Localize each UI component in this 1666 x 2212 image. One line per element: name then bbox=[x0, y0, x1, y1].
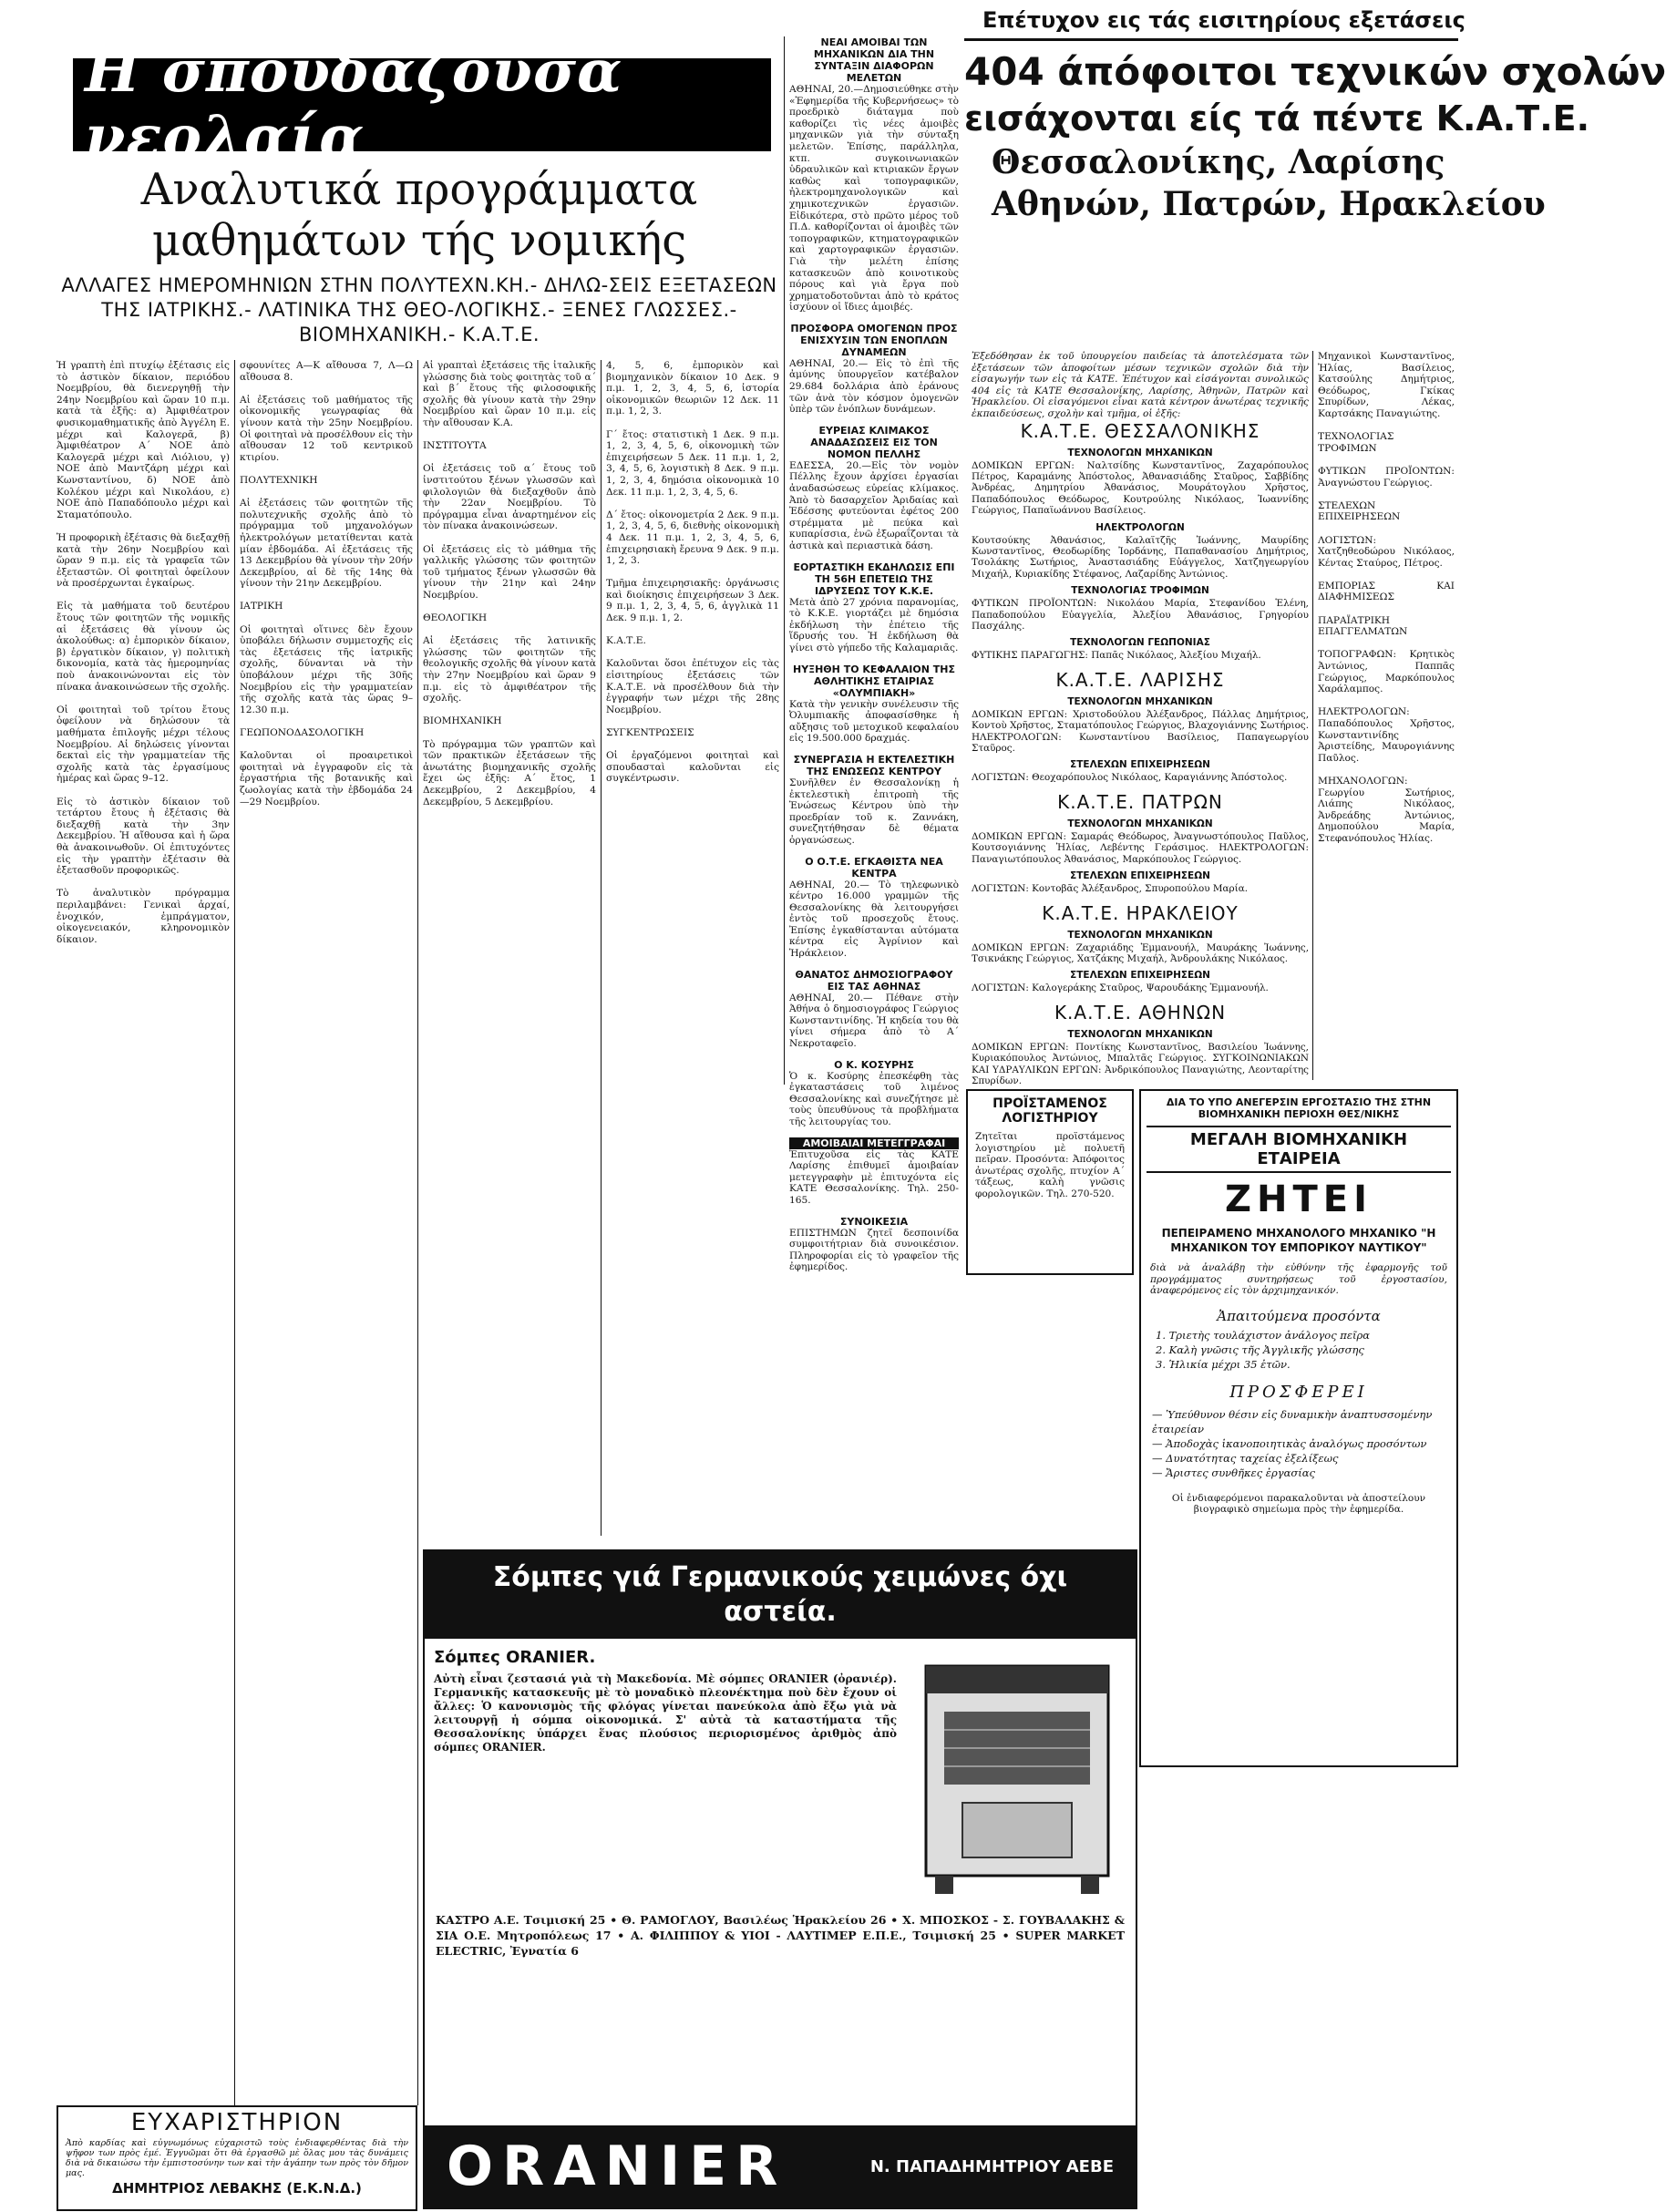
news-item-head: ΘΑΝΑΤΟΣ ΔΗΜΟΣΙΟΓΡΑΦΟΥ ΕΙΣ ΤΑΣ ΑΘΗΝΑΣ bbox=[795, 968, 953, 993]
heater-image bbox=[908, 1648, 1126, 1903]
news-item-text: ΑΘΗΝΑΙ, 20.—Δημοσιεύθηκε στὴν «Ἐφημερίδα τῆς Κυβερνήσεως» τὸ προεδρικὸ διάταγμα ποὺ καθορίζει τὶς νέες ἀμοιβὲς μηχανικῶν γιὰ τὴν σύνταξη μελετῶν. Ἐπίσης, παράλληλα, κτπ. συγκοινωνιακῶν ὑδραυλικῶν καὶ κτιριακῶν ἔργων καθὼς καὶ τοπογραφικῶν, ἠλεκτρομηχανολογικῶν καὶ χημικοτεχνικῶν ἐργασιῶν. Εἰδικότερα, στὸ πρῶτο μέρος τοῦ Π.Δ. καθορίζονται οἱ ἀμοιβὲς τῶν τοπογραφικῶν, κτηματογραφικῶν καὶ χαρτογραφικῶν ἐργασιῶν. Γιὰ τὴν μελέτη ἐπίσης κατασκευῶν ἀπὸ κοινοτικοὺς πόρους καὶ γιὰ ἔργα ποὺ χρηματοδοτοῦνται ἀπὸ τὸ κράτος ἰσχύουν οἱ ἴδιες ἀμοιβές. bbox=[789, 84, 962, 314]
kate-category: ΤΕΧΝΟΛΟΓΩΝ ΜΗΧΑΝΙΚΩΝ bbox=[1067, 1028, 1213, 1040]
oranier-ad-head: Σόμπες γιά Γερμανικούς χειμώνες όχι αστεία. bbox=[425, 1551, 1136, 1639]
kate-names: ΔΟΜΙΚΩΝ ΕΡΓΩΝ: Σαμαράς Θεόδωρος, Ἀναγνωστόπουλος Παῦλος, Κουτσογιάννης Ἠλίας, Λεβέντης Γεράσιμος. ΗΛΕΚΤΡΟΛΟΓΩΝ: Παναγιωτόπουλος Ἀθανάσιος, Μαρκόπουλος Γεώργιος. bbox=[972, 830, 1309, 865]
kate-category: ΤΕΧΝΟΛΟΓΩΝ ΓΕΩΠΟΝΙΑΣ bbox=[1070, 637, 1210, 649]
industry-ad-req: 2. Καλὴ γνῶσις τῆς Ἀγγλικῆς γλώσσης bbox=[1156, 1343, 1364, 1356]
kate-top-line: Επέτυχον εις τάς εισιτηρίους εξετάσεις bbox=[982, 7, 1465, 33]
news-item bbox=[789, 855, 962, 960]
kate-center-title: Κ.Α.Τ.Ε. ΠΑΤΡΩΝ bbox=[1057, 790, 1223, 813]
thanks-notice-head: ΕΥΧΑΡΙΣΤΗΡΙΟΝ bbox=[130, 2109, 344, 2136]
news-item bbox=[789, 1215, 962, 1273]
industry-job-ad bbox=[1139, 1089, 1458, 1767]
news-item bbox=[789, 36, 962, 314]
accounting-ad-head-1: ΠΡΟΪΣΤΑΜΕΝΟΣ bbox=[992, 1096, 1107, 1111]
kate-category: ΤΕΧΝΟΛΟΓΙΑΣ ΤΡΟΦΙΜΩΝ bbox=[1071, 585, 1209, 597]
news-item-head: Ο Ο.Τ.Ε. ΕΓΚΑΘΙΣΤΑ ΝΕΑ ΚΕΝΤΡΑ bbox=[805, 855, 943, 880]
kate-names: ΛΟΓΙΣΤΩΝ: Θεοχαρόπουλος Νικόλαος, Καραγιάννης Ἀπόστολος. bbox=[972, 772, 1288, 784]
section-banner-text: Η σπουδάζουσα νεολαία bbox=[76, 36, 768, 174]
news-item-text: ΕΔΕΣΣΑ, 20.—Εἰς τὸν νομὸν Πέλλης ἔχουν ἀρχίσει ἐργασίαι ἀναδασώσεως εὐρείας κλίμακος. Ἀπὸ τὸ δασαρχεῖον Ἀριδαίας καὶ Ἐδέσσης φυτεύονται ἐφέτος 200 στρέμματα μὲ πεύκα καὶ κυπαρίσσια, ἐνῶ ἐξωραΐζονται τὰ ἀστικὰ καὶ περιαστικὰ δάση. bbox=[789, 459, 962, 551]
kate-headline-3: Θεσσαλονίκης, Λαρίσης bbox=[992, 143, 1445, 181]
industry-ad-footer: Οἱ ἐνδιαφερόμενοι παρακαλοῦνται νὰ ἀποστείλουν βιογραφικὸ σημείωμα πρὸς τὴν ἐφημερίδα. bbox=[1171, 1492, 1429, 1516]
kate-category: ΤΕΧΝΟΛΟΓΩΝ ΜΗΧΑΝΙΚΩΝ bbox=[1067, 695, 1213, 707]
kate-names: ΛΟΓΙΣΤΩΝ: Κοντοβᾶς Ἀλέξανδρος, Σπυροπούλου Μαρία. bbox=[972, 883, 1249, 895]
main-article-title bbox=[55, 164, 784, 266]
news-item bbox=[789, 424, 962, 552]
industry-ad-req: 3. Ἡλικία μέχρι 35 ἐτῶν. bbox=[1156, 1357, 1291, 1371]
accounting-manager-ad bbox=[966, 1089, 1134, 1275]
kate-category: ΣΤΕΛΕΧΩΝ ΕΠΙΧΕΙΡΗΣΕΩΝ bbox=[1070, 870, 1210, 882]
accounting-ad-head-2: ΛΟΓΙΣΤΗΡΙΟΥ bbox=[1002, 1111, 1098, 1126]
news-item-text: Συνῆλθεν ἐν Θεσσαλονίκῃ ἡ ἐκτελεστικὴ ἐπιτροπὴ τῆς Ἑνώσεως Κέντρου ὑπὸ τὴν προεδρίαν τοῦ κ. Ζαννάκη, συνεζητήθησαν δὲ θέματα ὀργανώσεως. bbox=[789, 777, 962, 846]
news-item-head: ΗΥΞΗΘΗ ΤΟ ΚΕΦΑΛΑΙΟΝ ΤΗΣ ΑΘΛΗΤΙΚΗΣ ΕΤΑΙΡΙΑΣ «ΟΛΥΜΠΙΑΚΗ» bbox=[792, 663, 956, 699]
oranier-logo: ORANIER bbox=[447, 2135, 787, 2198]
thanks-notice bbox=[57, 2105, 417, 2211]
news-item bbox=[789, 968, 962, 1050]
news-item-head: ΕΥΡΕΙΑΣ ΚΛΙΜΑΚΟΣ ΑΝΑΔΑΣΩΣΕΙΣ ΕΙΣ ΤΟΝ ΝΟΜΟΝ ΠΕΛΛΗΣ bbox=[810, 424, 938, 460]
kate-names: ΛΟΓΙΣΤΩΝ: Καλογεράκης Σταῦρος, Ψαρουδάκης Ἐμμανουήλ. bbox=[972, 983, 1269, 994]
kate-category: ΤΕΧΝΟΛΟΓΩΝ ΜΗΧΑΝΙΚΩΝ bbox=[1067, 929, 1213, 941]
industry-ad-offer: — Δυνατότητας ταχείας ἐξελίξεως bbox=[1152, 1451, 1339, 1465]
industry-ad-role: ΠΕΠΕΙΡΑΜΕΝΟ ΜΗΧΑΝΟΛΟΓΟ ΜΗΧΑΝΙΚΟ "Η ΜΗΧΑΝΙΚΟΝ ΤΟΥ ΕΜΠΟΡΙΚΟΥ ΝΑΥΤΙΚΟΥ" bbox=[1161, 1227, 1436, 1254]
industry-ad-offer: — Ὑπεύθυνον θέσιν εἰς δυναμικὴν ἀναπτυσσομένην ἐταιρείαν bbox=[1152, 1407, 1433, 1435]
kate-category: ΣΤΕΛΕΧΩΝ ΕΠΙΧΕΙΡΗΣΕΩΝ bbox=[1070, 970, 1210, 982]
oranier-heater-ad bbox=[423, 1549, 1137, 2209]
accounting-ad-text: Ζητεῖται προϊστάμενος λογιστηρίου μὲ πολυετῆ πεῖραν. Προσόντα: Ἀπόφοιτος ἀνωτέρας σχολῆς, πτυχίον Α΄ τάξεως, καλὴ γνῶσις φορολογικῶν. Τηλ. 270-520. bbox=[975, 1131, 1128, 1199]
industry-ad-offer: — Ἄριστες συνθῆκες ἐργασίας bbox=[1152, 1466, 1315, 1479]
kate-names: ΔΟΜΙΚΩΝ ΕΡΓΩΝ: Χριστοδούλου Ἀλέξανδρος, Πάλλας Δημήτριος, Κοντοὺ Χρῆστος, Σταματόπουλος Γεώργιος, Βλαχογιάννης Σωτήριος. ΗΛΕΚΤΡΟΛΟΓΩΝ: Κωνσταντίνου Βασίλειος, Παπαγεωργίου Σταῦρος. bbox=[972, 708, 1309, 755]
oranier-ad-brand-line: Σόμπες ORANIER. bbox=[434, 1648, 596, 1667]
industry-ad-desc: διὰ νὰ ἀναλάβῃ τὴν εὐθύνην τῆς ἐφαρμογῆς τοῦ προγράμματος συντηρήσεως τοῦ ἐργοστασίου, ἀναφερόμενος εἰς τὸν ἀρχιμηχανικόν. bbox=[1150, 1262, 1451, 1297]
news-item bbox=[789, 1137, 962, 1207]
news-item bbox=[789, 1058, 962, 1128]
kate-headline-2: εισάχονται είς τά πέντε Κ.Α.Τ.Ε. bbox=[964, 98, 1590, 139]
kate-headline-4: Αθηνών, Πατρών, Ηρακλείου bbox=[992, 185, 1546, 223]
news-item bbox=[789, 663, 962, 745]
thanks-notice-signature: ΔΗΜΗΤΡΙΟΣ ΛΕΒΑΚΗΣ (Ε.Κ.Ν.Δ.) bbox=[112, 2180, 362, 2197]
news-item-head: ΣΥΝΟΙΚΕΣΙΑ bbox=[839, 1215, 909, 1228]
main-article-title-line2: μαθημάτων τής νομικής bbox=[151, 215, 687, 266]
news-item-head: ΕΟΡΤΑΣΤΙΚΗ ΕΚΔΗΛΩΣΙΣ ΕΠΙ ΤΗ 56Η ΕΠΕΤΕΙΩ ΤΗΣ ΙΔΡΥΣΕΩΣ ΤΟΥ Κ.Κ.Ε. bbox=[793, 561, 955, 597]
kate-center-title: Κ.Α.Τ.Ε. ΘΕΣΣΑΛΟΝΙΚΗΣ bbox=[1020, 419, 1260, 442]
news-item-text: Κατὰ τὴν γενικὴν συνέλευσιν τῆς Ὀλυμπιακῆς ἀποφασίσθηκε ἡ αὔξησις τοῦ μετοχικοῦ κεφαλαίου εἰς 19.500.000 δραχμάς. bbox=[789, 698, 962, 745]
main-article-title-line1: Αναλυτικά προγράμματα bbox=[140, 164, 698, 215]
kate-article-header bbox=[964, 7, 1666, 354]
news-item-text: ΑΘΗΝΑΙ, 20.— Εἰς τὸ ἐπὶ τῆς ἀμύνης ὑπουργεῖον κατέβαλον 29.684 δολλάρια ἀπὸ ἐράνους τῶν ἀνὰ τὸν κόσμον ὁμογενῶν ὑπὲρ τῶν ἐνόπλων δυνάμεων. bbox=[789, 357, 962, 416]
kate-names: ΔΟΜΙΚΩΝ ΕΡΓΩΝ: Ζαχαριάδης Ἐμμανουήλ, Μαυράκης Ἰωάννης, Τσικνάκης Γεώργιος, Χατζάκης Μιχαήλ, Ἀνδρουλάκης Νικόλαος. bbox=[972, 941, 1309, 964]
kate-category: ΤΕΧΝΟΛΟΓΩΝ ΜΗΧΑΝΙΚΩΝ bbox=[1067, 447, 1213, 458]
news-item-head: ΑΜΟΙΒΑΙΑΙ ΜΕΤΕΓΓΡΑΦΑΙ bbox=[789, 1137, 959, 1149]
main-article-subtitle: ΑΛΛΑΓΕΣ ΗΜΕΡΟΜΗΝΙΩΝ ΣΤΗΝ ΠΟΛΥΤΕΧΝ.ΚΗ.- ΔΗΛΩ-ΣΕΙΣ ΕΞΕΤΑΣΕΩΝ ΤΗΣ ΙΑΤΡΙΚΗΣ.- ΛΑΤΙΝΙΚΑ ΤΗΣ ΘΕΟ-ΛΟΓΙΚΗΣ.- ΞΕΝΕΣ ΓΛΩΣΣΕΣ.- ΒΙΟΜΗΧΑΝΙΚΗ.- Κ.Α.Τ.Ε. bbox=[61, 274, 777, 345]
news-item bbox=[789, 561, 962, 654]
industry-ad-top: ΔΙΑ ΤΟ ΥΠΟ ΑΝΕΓΕΡΣΙΝ ΕΡΓΟΣΤΑΣΙΟ ΤΗΣ ΣΤΗΝ ΒΙΟΜΗΧΑΝΙΚΗ ΠΕΡΙΟΧΗ ΘΕΣ/ΝΙΚΗΣ bbox=[1166, 1096, 1432, 1120]
industry-ad-req-head: Ἀπαιτούμενα προσόντα bbox=[1217, 1307, 1381, 1324]
industry-ad-req: 1. Τριετὴς τουλάχιστον ἀνάλογος πεῖρα bbox=[1156, 1328, 1371, 1342]
kate-center-title: Κ.Α.Τ.Ε. ΗΡΑΚΛΕΙΟΥ bbox=[1042, 901, 1239, 924]
news-item bbox=[789, 753, 962, 847]
thanks-notice-text: Ἀπὸ καρδίας καὶ εὐγνωμόνως εὐχαριστῶ τοὺς ἐνδιαφερθέντας διὰ τὴν ψῆφον των πρὸς ἐμέ. Ἐγγυῶμαι ὅτι θὰ ἐργασθῶ μὲ ὅλας μου τὰς δυνάμεις διὰ νὰ δικαιώσω τὴν ἐμπιστοσύνην των καὶ τὴν ἀγάπην των πρὸς τὸν δῆμον μας. bbox=[66, 2138, 412, 2178]
kate-names: ΦΥΤΙΚΩΝ ΠΡΟΪΟΝΤΩΝ: Νικολάου Μαρία, Στεφανίδου Ἑλένη, Παπαδοπούλου Εὐαγγελία, Ἀλεξίου Ἀθανάσιος, Γρηγορίου Πασχάλης. bbox=[972, 598, 1309, 633]
kate-headline-1: 404 άπόφοιτοι τεχνικών σχολών bbox=[964, 49, 1666, 94]
main-article-col-4: 4, 5, 6, ἐμπορικὸν καὶ βιομηχανικὸν δίκαιον 10 Δεκ. 9 π.μ. 1, 2, 3, 4, 5, 6, ἱστορία οἰκονομικῶν θεωριῶν 12 Δεκ. 11 π.μ. 1, 2, 3. Γ΄ ἔτος: στατιστικὴ 1 Δεκ. 9 π.μ. 1, 2, 3, 4, 5, 6, οἰκονομικὴ τῶν ἐπιχειρήσεων 5 Δεκ. 11 π.μ. 1, 2, 3, 4, 5, 6, λογιστικὴ 8 Δεκ. 9 π.μ. 1, 2, 3, 4, δημόσια οἰκονομικὰ 10 Δεκ. 11 π.μ. 1, 2, 3, 4, 5, 6. Δ΄ ἔτος: οἰκονομετρία 2 Δεκ. 9 π.μ. 1, 2, 3, 4, 5, 6, διεθνὴς οἰκονομικὴ 4 Δεκ. 11 π.μ. 1, 2, 3, 4, 5, 6, ἐπιχειρησιακὴ ἔρευνα 9 Δεκ. 9 π.μ. 1, 2, 3. Τμῆμα ἐπιχειρησιακῆς: ὀργάνωσις καὶ διοίκησις ἐπιχειρήσεων 3 Δεκ. 9 π.μ. 1, 2, 3, 4, 5, 6, ἀγγλικὰ 11 Δεκ. 9 π.μ. 1, 2. Κ.Α.Τ.Ε. Καλοῦνται ὅσοι ἐπέτυχον εἰς τὰς εἰσιτηρίους ἐξετάσεις τῶν Κ.Α.Τ.Ε. νὰ προσέλθουν διὰ τὴν ἐγγραφήν των μέχρι τῆς 28ης Νοεμβρίου. ΣΥΓΚΕΝΤΡΩΣΕΙΣ Οἱ ἐργαζόμενοι φοιτηταὶ καὶ σπουδασταὶ καλοῦνται εἰς συγκέντρωσιν. bbox=[606, 360, 779, 785]
kate-center-title: Κ.Α.Τ.Ε. ΛΑΡΙΣΗΣ bbox=[1055, 668, 1225, 691]
news-item-text: Μετὰ ἀπὸ 27 χρόνια παρανομίας, τὸ Κ.Κ.Ε. γιορτάζει μὲ δημόσια ἐκδήλωση τὴν ἐπέτειο τῆς ἵδρυσής του. Ἡ ἐκδήλωση θὰ γίνει στὸ γήπεδο τῆς Καλαμαριᾶς. bbox=[789, 596, 962, 653]
news-item-text: ΕΠΙΣΤΗΜΩΝ ζητεῖ δεσποινίδα συμφοιτήτριαν διὰ συνοικέσιον. Πληροφορίαι εἰς τὸ γραφεῖον τῆς ἐφημερίδος. bbox=[789, 1227, 962, 1273]
news-item-head: ΣΥΝΕΡΓΑΣΙΑ Η ΕΚΤΕΛΕΣΤΙΚΗ ΤΗΣ ΕΝΩΣΕΩΣ ΚΕΝΤΡΟΥ bbox=[793, 753, 955, 777]
oranier-representative: Ν. ΠΑΠΑΔΗΜΗΤΡΙΟΥ ΑΕΒΕ bbox=[869, 2156, 1114, 2176]
news-item-text: Ἐπιτυχοῦσα εἰς τὰς ΚΑΤΕ Λαρίσης ἐπιθυμεῖ ἀμοιβαίαν μετεγγραφὴν μὲ ἐπιτυχόντα εἰς ΚΑΤΕ Θεσσαλονίκης. Τηλ. 250-165. bbox=[789, 1148, 962, 1206]
news-item bbox=[789, 322, 962, 416]
news-item-text: Ὁ κ. Κοσύρης ἐπεσκέφθη τὰς ἐγκαταστάσεις τοῦ λιμένος Θεσσαλονίκης καὶ συνεζήτησε μὲ τοὺς ὑπευθύνους τὰ προβλήματα τῆς λειτουργίας του. bbox=[789, 1070, 962, 1127]
news-item-head: ΝΕΑΙ ΑΜΟΙΒΑΙ ΤΩΝ ΜΗΧΑΝΙΚΩΝ ΔΙΑ ΤΗΝ ΣΥΝΤΑΞΙΝ ΔΙΑΦΟΡΩΝ ΜΕΛΕΤΩΝ bbox=[813, 36, 935, 84]
main-article-col-3: Αἱ γραπταὶ ἐξετάσεις τῆς ἰταλικῆς γλώσσης διὰ τοὺς φοιτητὰς τοῦ α΄ καὶ β΄ ἔτους τῆς φιλοσοφικῆς σχολῆς θὰ γίνουν κατὰ τὴν 29ην Νοεμβρίου καὶ ὥραν 10 π.μ. εἰς τὴν αἴθουσαν Κ.Α. ΙΝΣΤΙΤΟΥΤΑ Οἱ ἐξετάσεις τοῦ α΄ ἔτους τοῦ ἰνστιτούτου ξένων γλωσσῶν καὶ φιλολογιῶν θὰ διεξαχθοῦν ἀπὸ τὴν 22αν Νοεμβρίου. Τὸ πρόγραμμα εἶναι ἀναρτημένον εἰς τὸν πίνακα ἀνακοινώσεων. Οἱ ἐξετάσεις εἰς τὸ μάθημα τῆς γαλλικῆς γλώσσης τῶν φοιτητῶν τοῦ τμήματος ξένων γλωσσῶν θὰ γίνουν τὴν 21ην καὶ 24ην Νοεμβρίου. ΘΕΟΛΟΓΙΚΗ Αἱ ἐξετάσεις τῆς λατινικῆς γλώσσης τῶν φοιτητῶν τῆς θεολογικῆς σχολῆς θὰ γίνουν κατὰ τὴν 27ην Νοεμβρίου καὶ ὥραν 9 π.μ. εἰς τὸ ἀμφιθέατρον τῆς σχολῆς. ΒΙΟΜΗΧΑΝΙΚΗ Τὸ πρόγραμμα τῶν γραπτῶν καὶ τῶν πρακτικῶν ἐξετάσεων τῆς ἀνωτάτης βιομηχανικῆς σχολῆς ἔχει ὡς ἑξῆς: Α΄ ἔτος, 1 Δεκεμβρίου, 2 Δεκεμβρίου, 4 Δεκεμβρίου, 5 Δεκεμβρίου. bbox=[423, 360, 596, 808]
kate-results bbox=[972, 351, 1312, 1086]
news-column bbox=[789, 36, 962, 1273]
kate-names: ΦΥΤΙΚΗΣ ΠΑΡΑΓΩΓΗΣ: Παπᾶς Νικόλαος, Ἀλεξίου Μιχαήλ. bbox=[972, 650, 1261, 662]
kate-names: ΔΟΜΙΚΩΝ ΕΡΓΩΝ: Ναλτσίδης Κωνσταντῖνος, Ζαχαρόπουλος Πέτρος, Καραμάνης Ἀπόστολος, Ἀθανασιάδης Σταῦρος, Σαββίδης Ἀνδρέας, Δημητρίου Ἀθανάσιος, Μουράτογλου Χρῆστος, Παπαδόπουλος Θεόδωρος, Κουτρούλης Νικόλαος, Ἰωαννίδης Γεώργιος, Παπαϊωάννου Βασίλειος. bbox=[972, 459, 1309, 517]
news-item-head: Ο Κ. ΚΟΣΥΡΗΣ bbox=[834, 1058, 914, 1071]
kate-intro: Ἐξεδόθησαν ἐκ τοῦ ὑπουργείου παιδείας τὰ ἀποτελέσματα τῶν ἐξετάσεων τῶν ἀποφοίτων μέσων τεχνικῶν σχολῶν διὰ τὴν εἰσαγωγήν των εἰς τὰ ΚΑΤΕ. Ἐπέτυχον καὶ εἰσάγονται συνολικῶς 404 εἰς τὰ ΚΑΤΕ Θεσσαλονίκης, Λαρίσης, Ἀθηνῶν, Πατρῶν καὶ Ἡρακλείου. Οἱ εἰσαγόμενοι εἶναι κατὰ κέντρον ἀνωτέρας τεχνικῆς ἐκπαιδεύσεως, σχολὴν καὶ τμῆμα, οἱ ἑξῆς: bbox=[972, 351, 1312, 419]
industry-ad-offer-head: ΠΡΟΣΦΕΡΕΙ bbox=[1229, 1382, 1368, 1402]
section-banner bbox=[73, 37, 771, 171]
oranier-ad-stores: ΚΑΣΤΡΟ Α.Ε. Τσιμισκή 25 • Θ. ΡΑΜΟΓΛΟΥ, Βασιλέως Ἡρακλείου 26 • Χ. ΜΠΟΣΚΟΣ - Σ. ΓΟΥΒΑΛΑΚΗΣ & ΣΙΑ Ο.Ε. Μητροπόλεως 17 • Α. ΦΙΛΙΠΠΟΥ & ΥΙΟΙ - ΛΑΥΤΙΜΕΡ Ε.Π.Ε., Τσιμισκή 25 • SUPER MARKET ELECTRIC, Ἐγνατία 6 bbox=[436, 1913, 1129, 1958]
news-item-text: ΑΘΗΝΑΙ, 20.— Πέθανε στὴν Ἀθήνα ὁ δημοσιογράφος Γεώργιος Κωνσταντινίδης. Ἡ κηδεία του θὰ γίνει σήμερα ἀπὸ τὸ Α΄ Νεκροταφεῖο. bbox=[789, 992, 962, 1050]
news-item-head: ΠΡΟΣΦΟΡΑ ΟΜΟΓΕΝΩΝ ΠΡΟΣ ΕΝΙΣΧΥΣΙΝ ΤΩΝ ΕΝΟΠΛΩΝ ΔΥΝΑΜΕΩΝ bbox=[790, 322, 958, 358]
main-article-col-1: Ἡ γραπτὴ ἐπὶ πτυχίῳ ἐξέτασις εἰς τὸ ἀστικὸν δίκαιον, περιόδου Νοεμβρίου, θὰ διενεργηθῇ τὴν 24ην Νοεμβρίου καὶ ὥραν 10 π.μ. κατὰ τὰ ἑξῆς: α) Ἀμφιθέατρον φυσικομαθηματικῆς ἀπὸ Ἀγγέλη Ε. μέχρι καὶ Καλογερᾶ, β) Ἀμφιθέατρον Α΄ ΝΟΕ ἀπὸ Καλογερᾶ μέχρι καὶ Λιόλιου, γ) ΝΟΕ ἀπὸ Μαντζάρη μέχρι καὶ Κωνσταντίνου, δ) ΝΟΕ ἀπὸ Κολέκου μέχρι καὶ Νικολάου, ε) ΝΟΕ ἀπὸ Παπαδόπουλο μέχρι καὶ Σταματόπουλο. Ἡ προφορικὴ ἐξέτασις θὰ διεξαχθῇ κατὰ τὴν 26ην Νοεμβρίου καὶ ὥραν 9 π.μ. εἰς τὰ γραφεῖα τῶν ἐξεταστῶν. Οἱ φοιτηταὶ ὀφείλουν νὰ προσέρχωνται ἐγκαίρως. Εἰς τὰ μαθήματα τοῦ δευτέρου ἔτους τῶν φοιτητῶν τῆς νομικῆς αἱ ἐξετάσεις θὰ γίνουν ὡς ἀκολούθως: α) ἐμπορικὸν δίκαιον, β) ἐργατικὸν δίκαιον, γ) πολιτικὴ δικονομία, κατὰ τὰς ἡμερομηνίας ποὺ ἀνακοινώνονται εἰς τὸν πίνακα ἀνακοινώσεων τῆς σχολῆς. Οἱ φοιτηταὶ τοῦ τρίτου ἔτους ὀφείλουν νὰ δηλώσουν τὰ μαθήματα ἐπιλογῆς μέχρι τέλους Νοεμβρίου. Αἱ δηλώσεις γίνονται δεκταὶ εἰς τὴν γραμματείαν τῆς σχολῆς κατὰ τὰς ἐργασίμους ἡμέρας καὶ ὥρας 9–12. Εἰς τὸ ἀστικὸν δίκαιον τοῦ τετάρτου ἔτους ἡ ἐξέτασις θὰ διεξαχθῇ κατὰ τὴν 3ην Δεκεμβρίου. Ἡ αἴθουσα καὶ ἡ ὥρα θὰ ἀνακοινωθοῦν. Οἱ ἐπιτυχόντες εἰς τὴν γραπτὴν ἐξέτασιν θὰ ἐξετασθοῦν προφορικῶς. Τὸ ἀναλυτικὸν πρόγραμμα περιλαμβάνει: Γενικαὶ ἀρχαί, ἐνοχικόν, ἐμπράγματον, οἰκογενειακόν, κληρονομικὸν δίκαιον. bbox=[57, 360, 230, 945]
kate-category: ΤΕΧΝΟΛΟΓΩΝ ΜΗΧΑΝΙΚΩΝ bbox=[1067, 818, 1213, 829]
industry-ad-seek: ΖΗΤΕΙ bbox=[1225, 1178, 1373, 1220]
kate-center-title: Κ.Α.Τ.Ε. ΑΘΗΝΩΝ bbox=[1054, 1001, 1227, 1024]
kate-category: ΗΛΕΚΤΡΟΛΟΓΩΝ bbox=[1095, 521, 1185, 533]
main-article-col-2: σφουνίτες Α—Κ αἴθουσα 7, Λ—Ω αἴθουσα 8. Αἱ ἐξετάσεις τοῦ μαθήματος τῆς οἰκονομικῆς γεωγραφίας θὰ γίνουν κατὰ τὴν 25ην Νοεμβρίου. Οἱ φοιτηταὶ νὰ προσέλθουν εἰς τὴν αἴθουσαν 12 τοῦ κεντρικοῦ κτιρίου. ΠΟΛΥΤΕΧΝΙΚΗ Αἱ ἐξετάσεις τῶν φοιτητῶν τῆς πολυτεχνικῆς σχολῆς ἀπὸ τὸ πρόγραμμα τοῦ μηχανολόγων ἠλεκτρολόγων μετατίθενται κατὰ μίαν ἑβδομάδα. Αἱ ἐξετάσεις τῆς 13 Δεκεμβρίου θὰ γίνουν τὴν 20ήν Δεκεμβρίου, αἱ δὲ τῆς 14ης θὰ γίνουν τὴν 21ην Δεκεμβρίου. ΙΑΤΡΙΚΗ Οἱ φοιτηταὶ οἵτινες δὲν ἔχουν ὑποβάλει δήλωσιν συμμετοχῆς εἰς τὰς ἐξετάσεις τῆς ἰατρικῆς σχολῆς, δύνανται νὰ τὴν ὑποβάλουν μέχρι τῆς 30ῆς Νοεμβρίου εἰς τὴν γραμματείαν τῆς σχολῆς κατὰ τὰς ὥρας 9–12.30 π.μ. ΓΕΩΠΟΝΟΔΑΣΟΛΟΓΙΚΗ Καλοῦνται οἱ προαιρετικοὶ φοιτηταὶ νὰ ἐγγραφοῦν εἰς τὰ ἐργαστήρια τῆς βοτανικῆς καὶ ζωολογίας κατὰ τὴν ἑβδομάδα 24—29 Νοεμβρίου. bbox=[240, 360, 413, 808]
kate-category: ΣΤΕΛΕΧΩΝ ΕΠΙΧΕΙΡΗΣΕΩΝ bbox=[1070, 759, 1210, 771]
news-item-text: ΑΘΗΝΑΙ, 20.— Τὸ τηλεφωνικὸ κέντρο 16.000 γραμμῶν τῆς Θεσσαλονίκης θὰ λειτουργήσει ἐντὸς τοῦ προσεχοῦς ἔτους. Ἐπίσης ἐγκαθίστανται αὐτόματα κέντρα εἰς Ἀγρίνιον καὶ Ἡράκλειον. bbox=[789, 879, 962, 960]
kate-names: Κουτσούκης Ἀθανάσιος, Καλαϊτζῆς Ἰωάννης, Μαυρίδης Κωνσταντῖνος, Θεοδωρίδης Ἰορδάνης, Παπαθανασίου Δημήτριος, Τσολάκης Σωτήριος, Ἀναστασιάδης Εὐάγγελος, Χατζηγεωργίου Μιχαήλ, Κυριακίδης Στέφανος, Λαζαρίδης Ἀντώνιος. bbox=[972, 534, 1309, 580]
kate-names: ΔΟΜΙΚΩΝ ΕΡΓΩΝ: Ποντίκης Κωνσταντῖνος, Βασιλείου Ἰωάννης, Κυριακόπουλος Ἀντώνιος, Μπαλτᾶς Γεώργιος. ΣΥΓΚΟΙΝΩΝΙΑΚΩΝ ΚΑΙ ΥΔΡΑΥΛΙΚΩΝ ΕΡΓΩΝ: Ἀνδρικόπουλος Παναγιώτης, Λεονταρίτης Σπυρίδων. bbox=[972, 1041, 1309, 1086]
kate-right-column: Μηχανικοὶ Κωνσταντῖνος, Ἠλίας, Βασίλειος, Κατσούλης Δημήτριος, Θεόδωρος, Γκίκας Σπυρίδων, Λέκας, Καρτσάκης Παναγιώτης. ΤΕΧΝΟΛΟΓΙΑΣ ΤΡΟΦΙΜΩΝ ΦΥΤΙΚΩΝ ΠΡΟΪΟΝΤΩΝ: Ἀναγνώστου Γεώργιος. ΣΤΕΛΕΧΩΝ ΕΠΙΧΕΙΡΗΣΕΩΝ ΛΟΓΙΣΤΩΝ: Χατζηθεοδώρου Νικόλαος, Κέντας Σταύρος, Πέτρος. ΕΜΠΟΡΙΑΣ ΚΑΙ ΔΙΑΦΗΜΙΣΕΩΣ ΠΑΡΑΪΑΤΡΙΚΗ ΕΠΑΓΓΕΛΜΑΤΩΝ ΤΟΠΟΓΡΑΦΩΝ: Κρητικὸς Ἀντώνιος, Παππᾶς Γεώργιος, Μαρκόπουλος Χαράλαμπος. ΗΛΕΚΤΡΟΛΟΓΩΝ: Παπαδόπουλος Χρῆστος, Κωνσταντινίδης Ἀριστείδης, Μαυρογιάννης Παῦλος. ΜΗΧΑΝΟΛΟΓΩΝ: Γεωργίου Σωτήριος, Λιάπης Νικόλαος, Ἀνδρεάδης Ἀντώνιος, Δημοπούλου Μαρία, Στεφανόπουλος Ἠλίας. bbox=[1318, 351, 1455, 844]
industry-ad-company: ΜΕΓΑΛΗ ΒΙΟΜΗΧΑΝΙΚΗ ΕΤΑΙΡΕΙΑ bbox=[1147, 1126, 1451, 1173]
oranier-ad-text: Αὐτὴ εἶναι ζεστασιά γιὰ τὴ Μακεδονία. Μὲ σόμπες ORANIER (ὀρανιέρ). Γερμανικῆς κατασκευῆς μὲ τὸ μοναδικὸ πλεονέκτημα ποὺ δὲν ἔχουν οἱ ἄλλες: Ὁ κανονισμὸς τῆς φλόγας γίνεται πανεύκολα ἀπὸ ἔξω γιὰ νὰ λειτουργῇ ἡ σόμπα οἰκονομικά. Σ' αὐτὰ τὰ καταστήματα τῆς Θεσσαλονίκης ὑπάρχει ἕνας πλούσιος περιορισμένος ἀριθμὸς ἀπὸ σόμπες ORANIER. bbox=[434, 1672, 901, 1754]
industry-ad-offer: — Ἀποδοχὰς ἱκανοποιητικὰς ἀναλόγως προσόντων bbox=[1152, 1436, 1427, 1450]
